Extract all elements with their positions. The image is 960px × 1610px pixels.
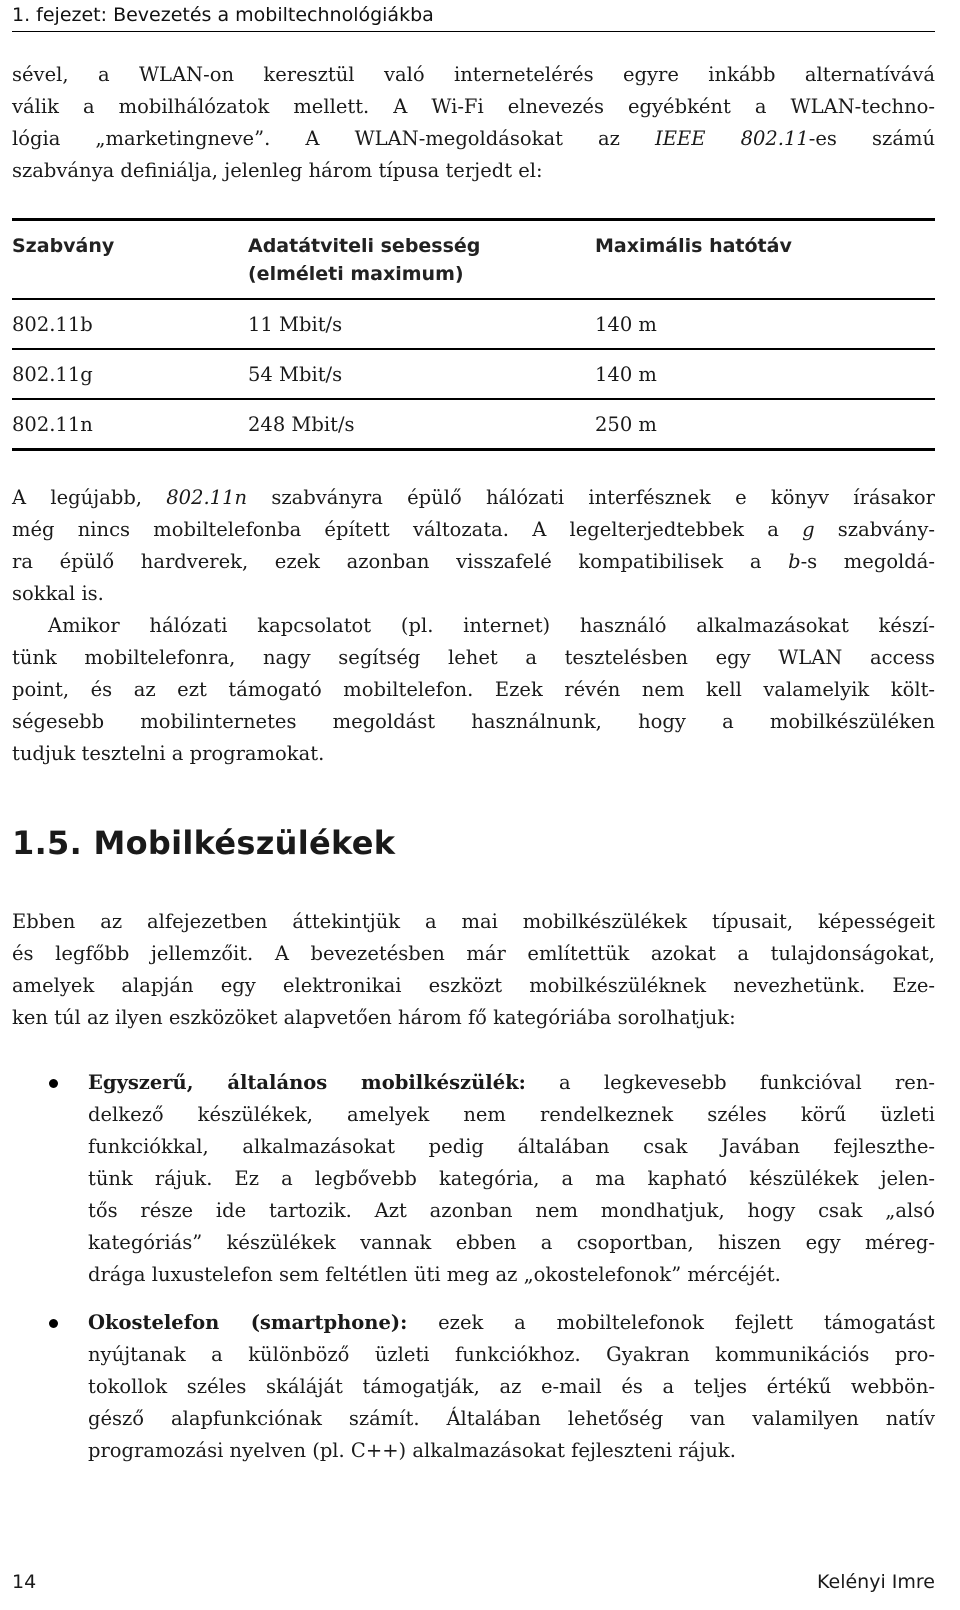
text-line: lógia „marketingneve”. A WLAN-megoldásokat az IEEE 802.11-es számú (12, 127, 935, 150)
section-intro-paragraph (12, 906, 935, 1034)
table-row (12, 399, 935, 450)
text-line: ségesebb mobilinternetes megoldást használnunk, hogy a mobilkészüléken (12, 710, 935, 733)
bullet-icon (49, 1079, 58, 1088)
text-line: tudjuk tesztelni a programokat. (12, 742, 325, 765)
table-cell: 802.11g (12, 349, 248, 399)
text-line: tünk rájuk. Ez a legbővebb kategória, a ma kapható készülékek jelen- (88, 1167, 935, 1190)
wlan-standards-table (12, 218, 935, 451)
text-line: szabványa definiálja, jelenleg három típusa terjedt el: (12, 159, 543, 182)
table-row (12, 349, 935, 399)
list-item (12, 1307, 935, 1467)
table-cell: 248 Mbit/s (248, 399, 595, 450)
list-term: Okostelefon (smartphone): (88, 1311, 408, 1334)
text-line: point, és az ezt támogató mobiltelefon. Ezek révén nem kell valamelyik költ- (12, 678, 935, 701)
text-line: tős része ide tartozik. Azt azonban nem mondhatjuk, hogy csak „alsó (88, 1199, 935, 1222)
text-line: drága luxustelefon sem feltétlen üti meg az „okostelefonok” mércéjét. (88, 1263, 781, 1286)
table-cell: 140 m (595, 299, 935, 349)
table-header-row (12, 220, 935, 300)
table-row (12, 299, 935, 349)
text-line: funkciókkal, alkalmazásokat pedig általában csak Javában fejleszthe- (88, 1135, 935, 1158)
text-line: tokollok széles skáláját támogatják, az e-mail és a teljes értékű webbön- (88, 1375, 935, 1398)
device-category-list (12, 1067, 935, 1483)
list-item (12, 1067, 935, 1291)
document-page (12, 0, 935, 1610)
text-line: nyújtanak a különböző üzleti funkciókhoz. Gyakran kommunikációs pro- (88, 1343, 935, 1366)
text-line: gésző alapfunkciónak számít. Általában lehetőség van valamilyen natív (88, 1407, 935, 1430)
text-line: válik a mobilhálózatok mellett. A Wi-Fi elnevezés egyébként a WLAN-techno- (12, 95, 935, 118)
bullet-icon (49, 1319, 58, 1328)
text-line: ken túl az ilyen eszközöket alapvetően három fő kategóriába sorolhatjuk: (12, 1006, 736, 1029)
text-line: A legújabb, 802.11n szabványra épülő hálózati interfésznek e könyv írásakor (12, 486, 935, 509)
text-line: ra épülő hardverek, ezek azonban visszafelé kompatibilisek a b-s megoldá- (12, 550, 935, 573)
table-cell: 802.11b (12, 299, 248, 349)
text-line: és legfőbb jellemzőit. A bevezetésben már említettük azokat a tulajdonságokat, (12, 942, 935, 965)
text-line: Egyszerű, általános mobilkészülék: a legkevesebb funkcióval ren- (88, 1071, 935, 1094)
paragraph-wlan-testing (12, 610, 935, 770)
table-cell: 250 m (595, 399, 935, 450)
paragraph-802-11n (12, 482, 935, 610)
text-line: amelyek alapján egy elektronikai eszközt mobilkészüléknek nevezhetünk. Eze- (12, 974, 935, 997)
page-number: 14 (12, 1571, 37, 1593)
header-rule (12, 31, 935, 32)
table-cell: 140 m (595, 349, 935, 399)
column-header-speed: Adatátviteli sebesség (elméleti maximum) (248, 235, 481, 285)
text-line: programozási nyelven (pl. C++) alkalmazásokat fejleszteni rájuk. (88, 1439, 736, 1462)
intro-paragraph (12, 59, 935, 187)
column-header-standard: Szabvány (12, 235, 115, 257)
text-line: még nincs mobiltelefonba épített változata. A legelterjedtebbek a g szabvány- (12, 518, 935, 541)
standard-name: 802.11n (166, 486, 248, 509)
text-line: kategóriás” készülékek vannak ebben a csoportban, hiszen egy méreg- (88, 1231, 935, 1254)
standard-name: IEEE 802.11 (655, 127, 809, 150)
running-header: 1. fejezet: Bevezetés a mobiltechnológiákba (12, 4, 434, 26)
text-line: tünk mobiltelefonra, nagy segítség lehet a tesztelésben egy WLAN access (12, 646, 935, 669)
table-cell: 54 Mbit/s (248, 349, 595, 399)
list-term: Egyszerű, általános mobilkészülék: (88, 1071, 526, 1094)
section-heading: 1.5. Mobilkészülékek (12, 824, 396, 862)
column-header-range: Maximális hatótáv (595, 235, 792, 257)
text-line: sokkal is. (12, 582, 104, 605)
text-line: Okostelefon (smartphone): ezek a mobiltelefonok fejlett támogatást (88, 1311, 936, 1334)
text-line: Amikor hálózati kapcsolatot (pl. internet) használó alkalmazásokat készí- (48, 614, 935, 637)
text-line: delkező készülékek, amelyek nem rendelkeznek széles körű üzleti (88, 1103, 935, 1126)
text-line: Ebben az alfejezetben áttekintjük a mai mobilkészülékek típusait, képességeit (12, 910, 935, 933)
text-line: sével, a WLAN-on keresztül való internetelérés egyre inkább alternatívává (12, 63, 935, 86)
author-name: Kelényi Imre (817, 1571, 935, 1593)
table-cell: 802.11n (12, 399, 248, 450)
table-cell: 11 Mbit/s (248, 299, 595, 349)
